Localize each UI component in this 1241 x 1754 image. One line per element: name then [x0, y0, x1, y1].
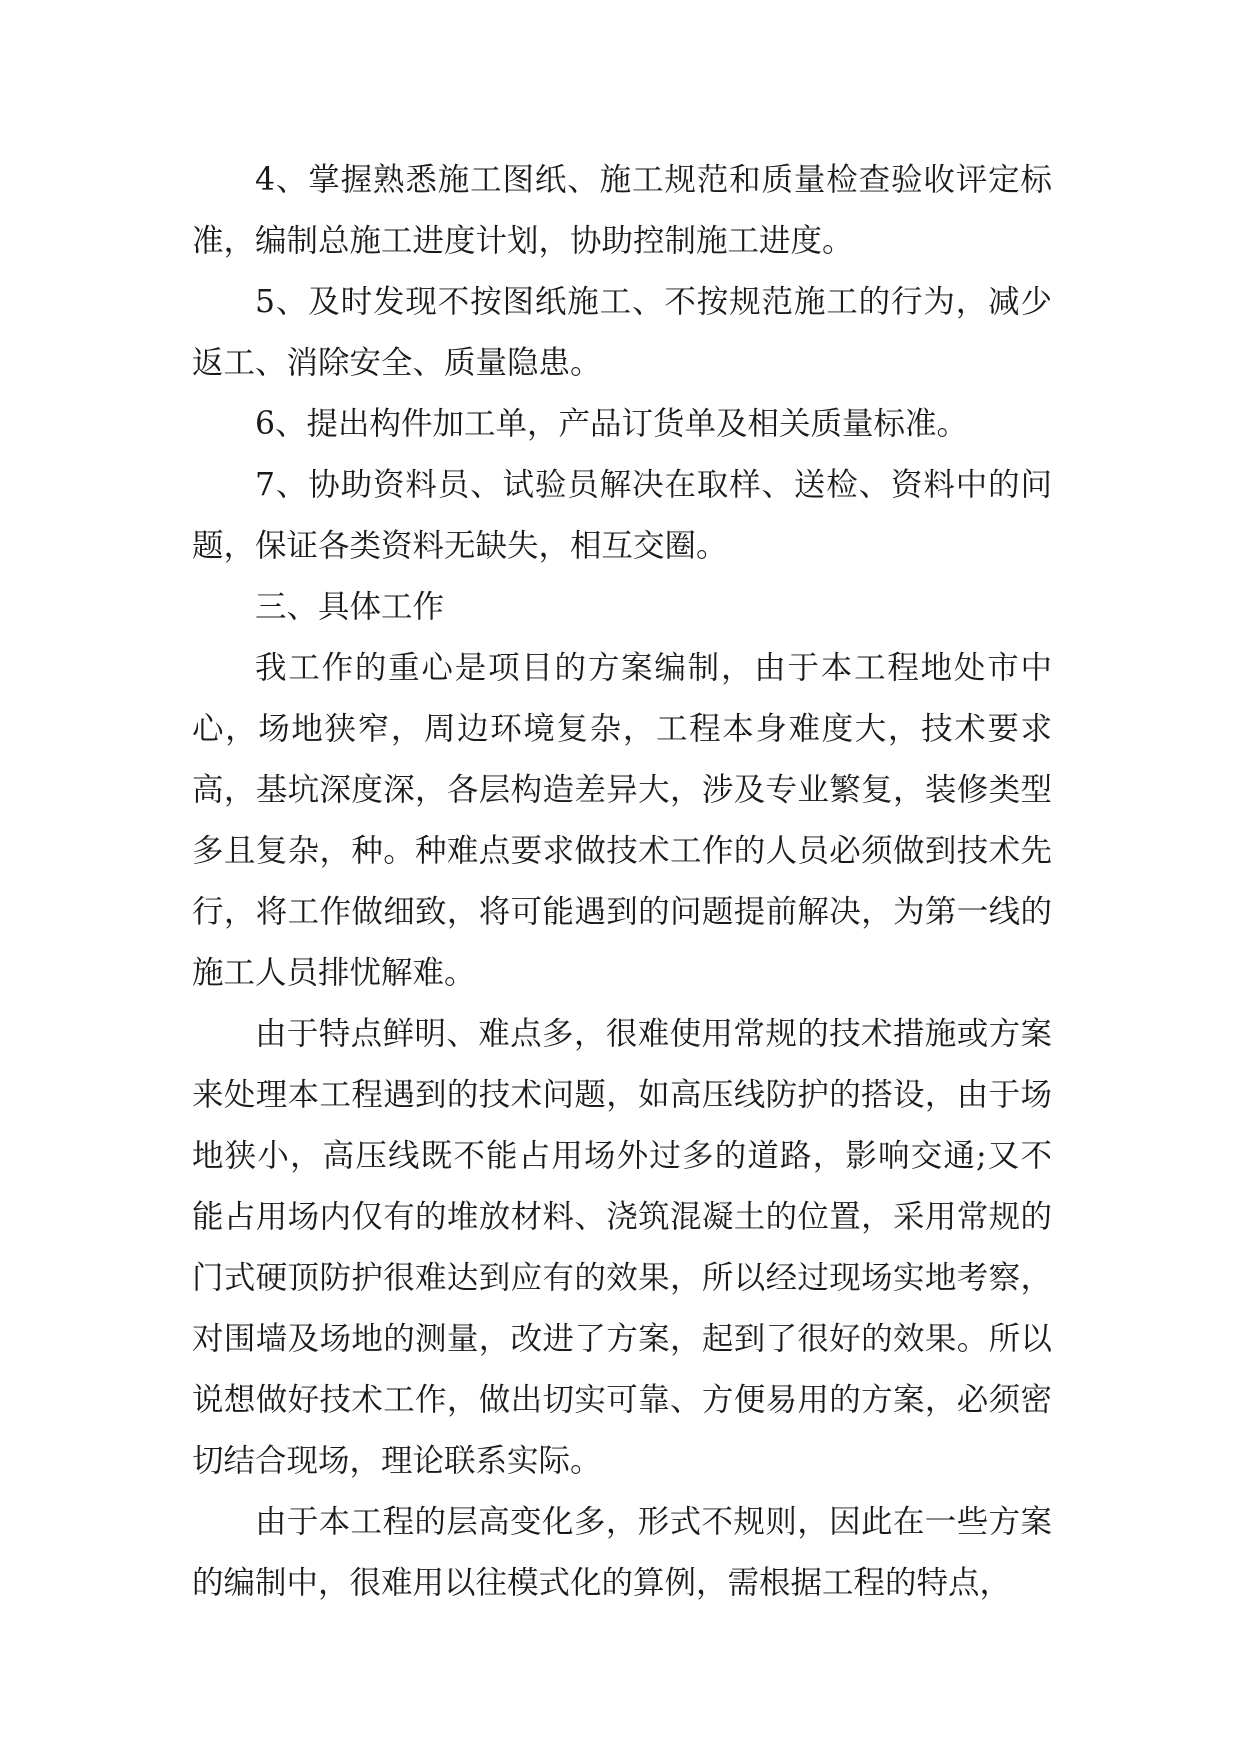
paragraph-item-6: 6、提出构件加工单，产品订货单及相关质量标准。: [255, 406, 969, 442]
paragraph-item-5: 5、及时发现不按图纸施工、不按规范施工的行为，减少返工、消除安全、质量隐患。: [192, 284, 1052, 381]
paragraph-item-7: 7、协助资料员、试验员解决在取样、送检、资料中的问题，保证各类资料无缺失，相互交圈。: [192, 467, 1052, 564]
document-page: [192, 150, 1052, 1614]
section-heading: 三、具体工作: [255, 589, 445, 625]
paragraph-item-4: 4、掌握熟悉施工图纸、施工规范和质量检查验收评定标准，编制总施工进度计划，协助控制施工进度。: [192, 162, 1052, 259]
paragraph-floor-height: 由于本工程的层高变化多，形式不规则，因此在一些方案的编制中，很难用以往模式化的算例，需根据工程的特点，: [192, 1504, 1052, 1601]
paragraph-work-focus: 我工作的重心是项目的方案编制，由于本工程地处市中心，场地狭窄，周边环境复杂，工程本身难度大，技术要求高，基坑深度深，各层构造差异大，涉及专业繁复，装修类型多且复杂，种。种难点要求做技术工作的人员必须做到技术先行，将工作做细致，将可能遇到的问题提前解决，为第一线的施工人员排忧解难。: [192, 650, 1052, 991]
paragraph-high-voltage: 由于特点鲜明、难点多，很难使用常规的技术措施或方案来处理本工程遇到的技术问题，如高压线防护的搭设，由于场地狭小，高压线既不能占用场外过多的道路，影响交通;又不能占用场内仅有的堆放材料、浇筑混凝土的位置，采用常规的门式硬顶防护很难达到应有的效果，所以经过现场实地考察，对围墙及场地的测量，改进了方案，起到了很好的效果。所以说想做好技术工作，做出切实可靠、方便易用的方案，必须密切结合现场，理论联系实际。: [192, 1016, 1052, 1479]
